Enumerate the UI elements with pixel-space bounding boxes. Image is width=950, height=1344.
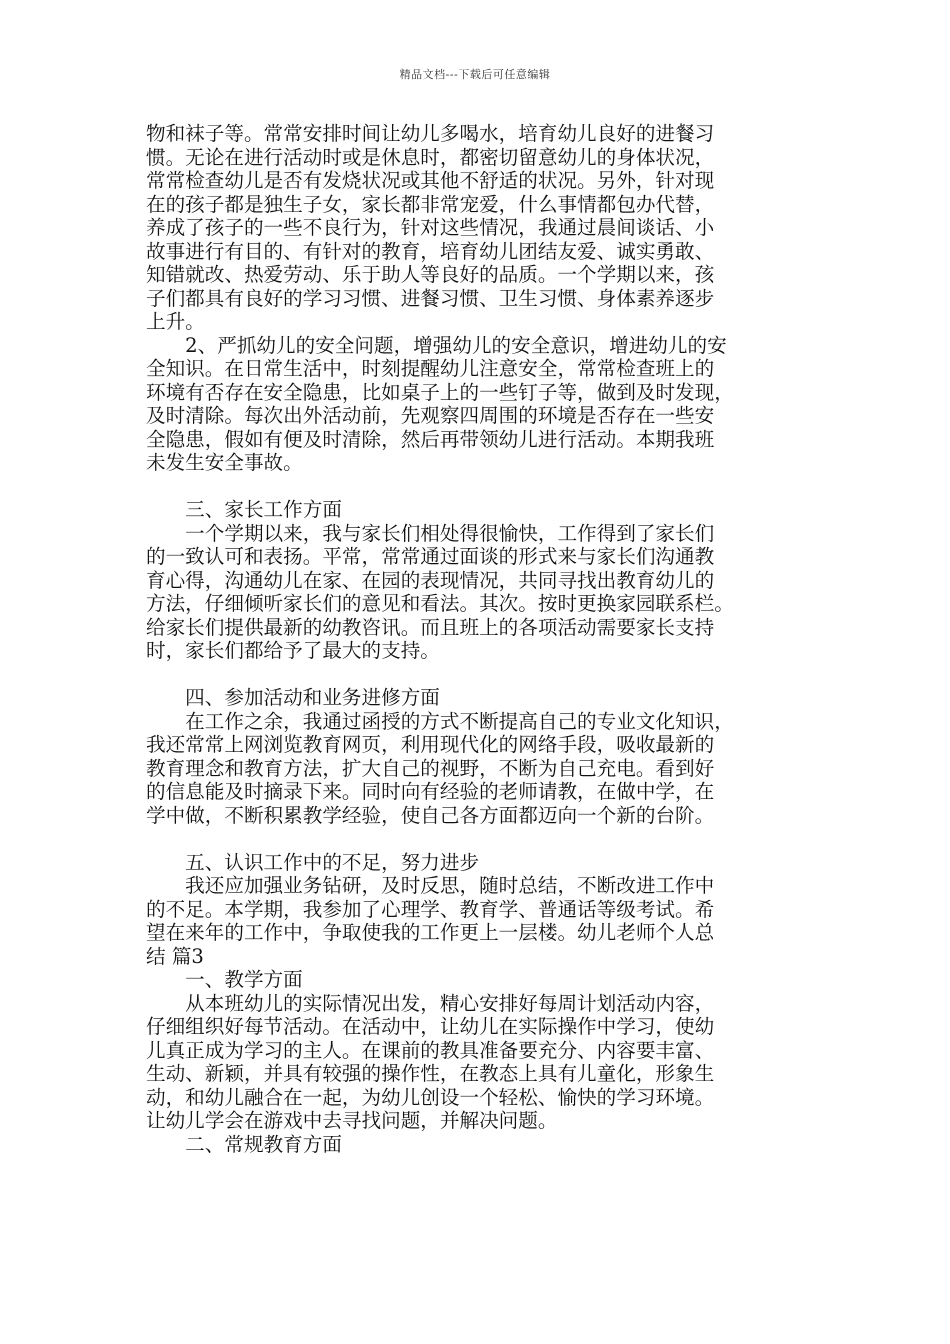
text-line: 的不足。本学期，我参加了心理学、教育学、普通话等级考试。希 bbox=[146, 897, 715, 921]
blank-line bbox=[146, 827, 806, 851]
text-line: 望在来年的工作中，争取使我的工作更上一层楼。幼儿老师个人总 bbox=[146, 921, 715, 944]
text-line: 故事进行有目的、有针对的教育，培育幼儿团结友爱、诚实勇敢、 bbox=[146, 239, 715, 263]
text-line: 全隐患，假如有便及时清除，然后再带领幼儿进行活动。本期我班 bbox=[146, 427, 715, 451]
text-line: 一个学期以来，我与家长们相处得很愉快，工作得到了家长们 bbox=[146, 521, 715, 545]
text-line: 生动、新颖，并具有较强的操作性，在教态上具有儿童化，形象生 bbox=[146, 1062, 715, 1085]
text-line: 及时清除。每次出外活动前，先观察四周围的环境是否存在一些安 bbox=[146, 404, 715, 427]
text-line: 五、认识工作中的不足，努力进步 bbox=[146, 850, 480, 874]
text-line: 仔细组织好每节活动。在活动中，让幼儿在实际操作中学习，使幼 bbox=[146, 1015, 715, 1038]
text-line: 我还应加强业务钻研，及时反思，随时总结，不断改进工作中 bbox=[146, 874, 715, 897]
text-line: 常常检查幼儿是否有发烧状况或其他不舒适的状况。另外，针对现 bbox=[146, 169, 715, 192]
text-line: 动，和幼儿融合在一起，为幼儿创设一个轻松、愉快的学习环境。 bbox=[146, 1085, 715, 1109]
text-line: 四、参加活动和业务进修方面 bbox=[146, 686, 440, 709]
text-line: 知错就改、热爱劳动、乐于助人等良好的品质。一个学期以来，孩 bbox=[146, 263, 715, 286]
text-line: 惯。无论在进行活动时或是休息时，都密切留意幼儿的身体状况， bbox=[146, 145, 715, 169]
page-header: 精品文档---下载后可任意编辑 bbox=[399, 68, 551, 81]
text-line: 儿真正成为学习的主人。在课前的教具准备要充分、内容要丰富、 bbox=[146, 1038, 715, 1062]
text-line: 养成了孩子的一些不良行为，针对这些情况，我通过晨间谈话、小 bbox=[146, 216, 715, 239]
text-line: 环境有否存在安全隐患，比如桌子上的一些钉子等，做到及时发现， bbox=[146, 380, 734, 404]
text-line: 上升。 bbox=[146, 310, 205, 333]
text-line: 未发生安全事故。 bbox=[146, 451, 303, 474]
text-line: 物和袜子等。常常安排时间让幼儿多喝水，培育幼儿良好的进餐习 bbox=[146, 122, 715, 145]
text-line: 子们都具有良好的学习习惯、进餐习惯、卫生习惯、身体素养逐步 bbox=[146, 286, 715, 310]
text-line: 在的孩子都是独生子女，家长都非常宠爱，什么事情都包办代替， bbox=[146, 192, 715, 216]
text-line: 结 篇3 bbox=[146, 944, 204, 968]
text-line: 在工作之余，我通过函授的方式不断提高自己的专业文化知识， bbox=[146, 709, 734, 733]
text-line: 给家长们提供最新的幼教咨讯。而且班上的各项活动需要家长支持 bbox=[146, 615, 715, 639]
blank-line bbox=[146, 663, 806, 687]
text-line: 一、教学方面 bbox=[146, 968, 303, 991]
text-line: 的信息能及时摘录下来。同时向有经验的老师请教，在做中学，在 bbox=[146, 780, 715, 803]
text-line: 三、家长工作方面 bbox=[146, 498, 342, 521]
text-line: 我还常常上网浏览教育网页，利用现代化的网络手段，吸收最新的 bbox=[146, 733, 715, 756]
text-line: 教育理念和教育方法，扩大自己的视野，不断为自己充电。看到好 bbox=[146, 756, 715, 780]
text-line: 时，家长们都给予了最大的支持。 bbox=[146, 639, 440, 662]
blank-line bbox=[146, 475, 806, 499]
text-line: 让幼儿学会在游戏中去寻找问题，并解决问题。 bbox=[146, 1109, 558, 1132]
text-line: 二、常规教育方面 bbox=[146, 1132, 342, 1156]
text-line: 的一致认可和表扬。平常，常常通过面谈的形式来与家长们沟通教 bbox=[146, 545, 715, 568]
text-line: 2、严抓幼儿的安全问题，增强幼儿的安全意识，增进幼儿的安 bbox=[146, 333, 727, 357]
text-line: 学中做，不断积累教学经验，使自己各方面都迈向一个新的台阶。 bbox=[146, 803, 715, 827]
text-line: 从本班幼儿的实际情况出发，精心安排好每周计划活动内容， bbox=[146, 991, 715, 1015]
text-line: 全知识。在日常生活中，时刻提醒幼儿注意安全，常常检查班上的 bbox=[146, 357, 715, 380]
text-line: 方法，仔细倾听家长们的意见和看法。其次。按时更换家园联系栏。 bbox=[146, 592, 734, 615]
document-body bbox=[146, 122, 806, 1156]
text-line: 育心得，沟通幼儿在家、在园的表现情况，共同寻找出教育幼儿的 bbox=[146, 568, 715, 592]
